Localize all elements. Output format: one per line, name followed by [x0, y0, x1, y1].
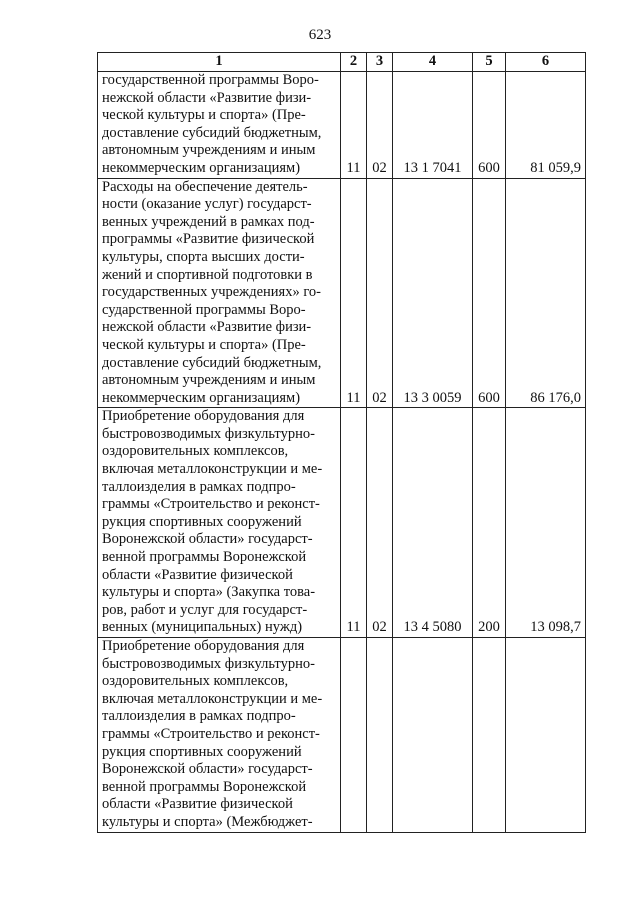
description-line: государственных учреждениях» го- — [102, 284, 321, 301]
description-line: ров, работ и услуг для государст- — [102, 601, 308, 618]
header-col-6: 6 — [506, 53, 586, 72]
description-line: венных (муниципальных) нужд) — [102, 619, 303, 636]
description-line: области «Развитие физической — [102, 566, 293, 583]
description-line: венной программы Воронежской — [102, 778, 307, 795]
section-cell: 11 — [341, 408, 367, 638]
section-cell — [341, 638, 367, 833]
section-cell: 11 — [341, 72, 367, 179]
description-cell — [98, 408, 341, 638]
target-article-cell: 13 1 7041 — [393, 72, 473, 179]
description-line: культуры, спорта высших дости- — [102, 248, 305, 265]
header-col-1: 1 — [98, 53, 341, 72]
subsection-cell — [367, 638, 393, 833]
table-row — [98, 72, 586, 179]
subsection-cell: 02 — [367, 408, 393, 638]
description-line: венной программы Воронежской — [102, 549, 307, 566]
description-cell — [98, 178, 341, 408]
description-line: ческой культуры и спорта» (Пре- — [102, 336, 306, 353]
description-line: таллоизделия в рамках подпро- — [102, 708, 296, 725]
expense-type-cell: 600 — [473, 178, 506, 408]
amount-cell: 86 176,0 — [506, 178, 586, 408]
table-row — [98, 408, 586, 638]
description-line: венных учреждений в рамках под- — [102, 213, 315, 230]
description-line: быстровозводимых физкультурно- — [102, 655, 315, 672]
description-cell — [98, 638, 341, 833]
header-col-5: 5 — [473, 53, 506, 72]
description-line: граммы «Строительство и реконст- — [102, 725, 320, 742]
budget-table — [97, 52, 586, 833]
table-body — [98, 72, 586, 833]
description-line: Расходы на обеспечение деятель- — [102, 178, 308, 195]
description-line: государственной программы Воро- — [102, 72, 319, 88]
description-line: некоммерческим организациям) — [102, 159, 301, 176]
amount-cell — [506, 638, 586, 833]
description-line: включая металлоконструкции и ме- — [102, 690, 323, 707]
description-cell — [98, 72, 341, 179]
header-col-2: 2 — [341, 53, 367, 72]
description-line: рукция спортивных сооружений — [102, 513, 302, 530]
description-line: Приобретение оборудования для — [102, 408, 305, 425]
description-line: граммы «Строительство и реконст- — [102, 496, 320, 513]
section-cell: 11 — [341, 178, 367, 408]
description-line: области «Развитие физической — [102, 796, 293, 813]
description-line: нежской области «Развитие физи- — [102, 89, 312, 106]
description-line: автономным учреждениям и иным — [102, 372, 316, 389]
table-header-row — [98, 53, 586, 72]
page-number: 623 — [308, 27, 332, 43]
description-line: быстровозводимых физкультурно- — [102, 425, 315, 442]
description-line: таллоизделия в рамках подпро- — [102, 478, 296, 495]
expense-type-cell: 600 — [473, 72, 506, 179]
description-line: культуры и спорта» (Закупка това- — [102, 584, 316, 601]
description-line: доставление субсидий бюджетным, — [102, 124, 322, 141]
amount-cell: 81 059,9 — [506, 72, 586, 179]
description-line: Воронежской области» государст- — [102, 531, 313, 548]
header-col-4: 4 — [393, 53, 473, 72]
table-row — [98, 638, 586, 833]
description-line: Приобретение оборудования для — [102, 638, 305, 654]
subsection-cell: 02 — [367, 72, 393, 179]
description-line: ческой культуры и спорта» (Пре- — [102, 107, 306, 124]
description-line: программы «Развитие физической — [102, 231, 315, 248]
expense-type-cell — [473, 638, 506, 833]
amount-cell: 13 098,7 — [506, 408, 586, 638]
description-line: рукция спортивных сооружений — [102, 743, 302, 760]
subsection-cell: 02 — [367, 178, 393, 408]
description-line: сударственной программы Воро- — [102, 301, 306, 318]
description-line: включая металлоконструкции и ме- — [102, 461, 323, 478]
description-line: автономным учреждениям и иным — [102, 142, 316, 159]
target-article-cell: 13 4 5080 — [393, 408, 473, 638]
description-line: жений и спортивной подготовки в — [102, 266, 313, 283]
description-line: оздоровительных комплексов, — [102, 673, 289, 690]
header-col-3: 3 — [367, 53, 393, 72]
description-line: культуры и спорта» (Межбюджет- — [102, 813, 313, 830]
description-line: доставление субсидий бюджетным, — [102, 354, 322, 371]
description-line: оздоровительных комплексов, — [102, 443, 289, 460]
target-article-cell: 13 3 0059 — [393, 178, 473, 408]
expense-type-cell: 200 — [473, 408, 506, 638]
description-line: Воронежской области» государст- — [102, 761, 313, 778]
target-article-cell — [393, 638, 473, 833]
table-row — [98, 178, 586, 408]
description-line: ности (оказание услуг) государст- — [102, 196, 312, 213]
description-line: некоммерческим организациям) — [102, 389, 301, 406]
description-line: нежской области «Развитие физи- — [102, 319, 312, 336]
